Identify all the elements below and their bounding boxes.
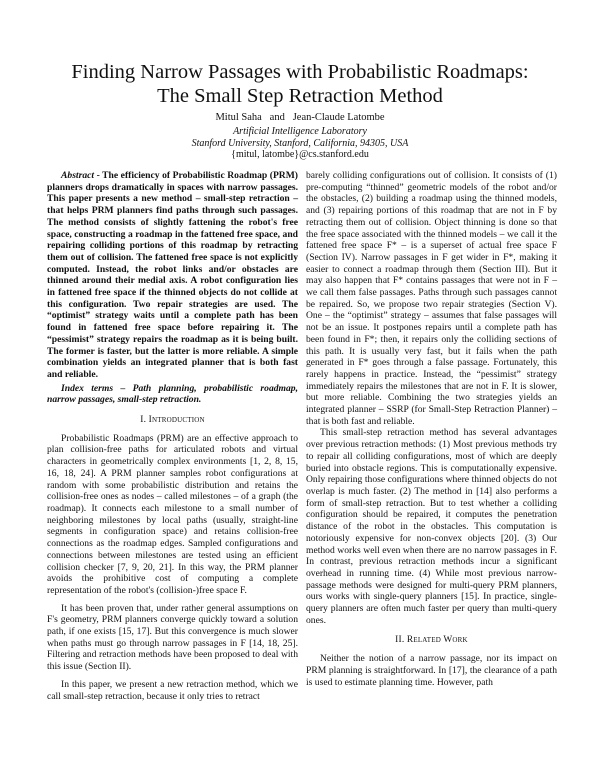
affiliation <box>0 126 600 161</box>
affiliation-university: Stanford University, Stanford, California, 94305, USA <box>191 137 409 149</box>
intro-paragraph-3: In this paper, we present a new retraction method, which we call small-step retraction, because it only tries to retract <box>47 678 298 702</box>
section-title: Related Work <box>406 635 468 646</box>
index-terms: Index terms – Path planning, probabilistic roadmap, narrow passages, small-step retraction. <box>47 382 298 406</box>
intro-paragraph-continued: barely colliding configurations out of collision. It consists of (1) pre-computing “thinned” geometric models of the robot and/or the obstacles, (2) building a roadmap using the thinned models, and (3) repairing portions of this roadmap that are not in F by retracting them out of collision. Object thinning is done so that the free space associated with the thinned models – we call it the fattened free space F* – is a superset of actual free space F (Section IV). Narrow passages in F get wider in F*, making it easier to connect a roadmap through them (Section III). But it may also happen that F* contains passages that were not in F – we call them false passages. Paths through such passages cannot be repaired. So, we propose two repair strategies (Section V). One – the “optimist” strategy – assumes that false passages will not be an issue. It postpones repairs until a complete path has been found in F*; then, it repairs only the colliding sections of this path. It is usually very fast, but it fails when the path generated in F* goes through a false passage. Fortunately, this rarely happens in practice. Instead, the “pessimist” strategy immediately repairs the milestones that are not in F. It is slower, but more reliable. Combining the two strategies yields an integrated planner – SSRP (for Small-Step Retraction Planner) – that is both fast and reliable. <box>306 170 557 427</box>
section-heading-related-work <box>306 635 557 647</box>
paper-title <box>20 60 580 108</box>
abstract-body: - The efficiency of Probabilistic Roadmap (PRM) planners drops dramatically in spaces with narrow passages. This paper presents a new method – small-step retraction – that helps PRM planners find paths through such passages. The method consists of slightly fattening the robot's free space, constructing a roadmap in the fattened free space, and repairing colliding portions of this roadmap by retracting them out of collision. The fattened free space is not explicitly computed. Instead, the robot links and/or obstacles are thinned around their medial axis. A robot configuration lies in fattened free space if the thinned objects do not collide at this configuration. Two repair strategies are used. The “optimist” strategy waits until a complete path has been found in fattened free space before repairing it. The “pessimist” strategy repairs the roadmap as it is being built. The former is faster, but the latter is more reliable. A simple combination yields an integrated planner that is both fast and reliable. <box>47 170 298 380</box>
affiliation-lab: Artificial Intelligence Laboratory <box>233 126 367 137</box>
right-column <box>306 170 557 688</box>
abstract-lead: Abstract <box>61 170 95 181</box>
intro-paragraph-2: It has been proven that, under rather general assumptions on F's geometry, PRM planners converge quickly toward a solution path, if one exists [15, 17]. But this convergence is much slower when paths must go through narrow passages in F [14, 18, 25]. Filtering and retraction methods have been proposed to deal with this issue (Section II). <box>47 602 298 673</box>
related-work-paragraph-1: Neither the notion of a narrow passage, nor its impact on PRM planning is straightforward. In [17], the clearance of a path is used to estimate planning time. However, path <box>306 653 557 688</box>
authors: Mitul Saha and Jean-Claude Latombe <box>215 112 385 123</box>
intro-paragraph-advantages: This small-step retraction method has several advantages over previous retraction methods: (1) Most previous methods try to repair all colliding configurations, most of which are deeply buried into obstacle regions. This is computationally expensive. Only repairing those configurations where thinned objects do not overlap is much faster. (2) The method in [14] also performs a form of small-step retraction. But to test whether a colliding configuration should be repaired, it computes the penetration distance of the robot in the obstacles. This computation is notoriously expensive for non-convex objects [20]. (3) Our method works well even when there are no narrow passages in F. In contrast, previous retraction methods incur a significant overhead in running time. (4) While most previous narrow-passage methods were designed for multi-query PRM planners, ours works with single-query planners [15]. In practice, single-query planners are often much faster per query than multi-query ones. <box>306 427 557 626</box>
section-heading-introduction <box>47 415 298 427</box>
affiliation-email: {mitul, latombe}@cs.stanford.edu <box>231 149 369 160</box>
intro-paragraph-1: Probabilistic Roadmaps (PRM) are an effective approach to plan collision-free paths for articulated robots and virtual characters in geometrically complex environments [1, 2, 8, 15, 16, 18, 24]. A PRM planner samples robot configurations at random with some probabilistic distribution and retains the collision-free ones as nodes – called milestones – of a graph (the roadmap). It connects each milestone to a small number of neighboring milestones by local paths (usually, straight-line segments in configuration space) and retains collision-free connections as the roadmap edges. Sampled configurations and connections between milestones are tested using an efficient collision checker [7, 9, 20, 21]. In this way, the PRM planner avoids the prohibitive cost of computing a complete representation of the robot's (collision-)free space F. <box>47 432 298 596</box>
left-column <box>47 170 298 702</box>
title-line-2: The Small Step Retraction Method <box>157 85 443 107</box>
section-number: I. <box>140 415 149 426</box>
section-title: Introduction <box>148 415 205 426</box>
section-number: II. <box>395 635 407 646</box>
title-line-1: Finding Narrow Passages with Probabilistic Roadmaps: <box>71 61 529 83</box>
abstract <box>47 170 298 381</box>
